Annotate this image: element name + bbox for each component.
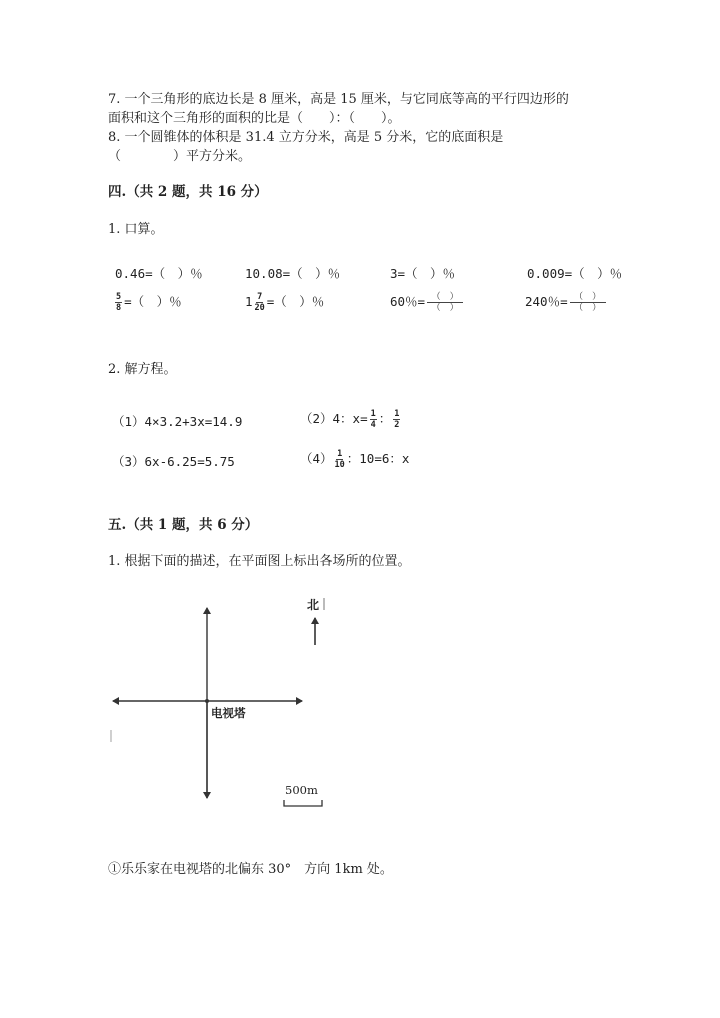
q8-line1: 8. 一个圆锥体的体积是 31.4 立方分米，高是 5 分米，它的底面积是 [108, 130, 504, 145]
equation-title: 2. 解方程。 [108, 362, 177, 377]
scale-bar [284, 800, 322, 806]
map-item-1: ①乐乐家在电视塔的北偏东 30° 方向 1km 处。 [108, 862, 393, 877]
fraction-one-half: $\frac{1}{2}$ [394, 409, 400, 430]
section-five-heading: 五.（共 1 题，共 6 分） [108, 517, 259, 533]
north-label: 北 [307, 598, 320, 612]
oral-item-a1: 0.46=（ ）％ [115, 266, 203, 281]
q7-line1: 7. 一个三角形的底边长是 8 厘米，高是 15 厘米，与它同底等高的平行四边形的 [108, 92, 569, 107]
oral-item-b2: 1 $\frac{7}{20}$ =（ ）％ [245, 292, 325, 313]
fraction-one-tenth: $\frac{1}{10}$ [334, 449, 345, 470]
oral-item-a2: 10.08=（ ）％ [245, 266, 341, 281]
oral-item-a3: 3=（ ）％ [390, 266, 456, 281]
scale-label: 500m [285, 783, 318, 797]
oral-item-a4: 0.009=（ ）％ [527, 266, 623, 281]
tv-tower-label: 电视塔 [211, 706, 246, 720]
blank-fraction: $\frac{( )}{( )}$ [427, 292, 463, 313]
fraction-one-quarter: $\frac{1}{4}$ [370, 409, 376, 430]
fraction-five-eighths: $\frac{5}{8}$ [116, 292, 122, 313]
equation-1: （1）4×3.2+3x=14.9 [112, 414, 243, 429]
map-question-title: 1. 根据下面的描述，在平面图上标出各场所的位置。 [108, 554, 411, 569]
oral-item-b3: 60％= $\frac{( )}{( )}$ [390, 292, 465, 313]
equation-3: （3）6x-6.25=5.75 [112, 454, 235, 469]
equation-2: （2）4：x= $\frac{1}{4}$ ： $\frac{1}{2}$ [300, 409, 400, 430]
section-four-heading: 四.（共 2 题，共 16 分） [108, 184, 268, 200]
equation-4: （4） $\frac{1}{10}$ ：10=6：x [300, 449, 410, 470]
fraction-seven-twentieths: $\frac{7}{20}$ [254, 292, 265, 313]
q8-line2: （ ）平方分米。 [108, 149, 252, 164]
tv-tower-point [205, 699, 209, 703]
blank-fraction: $\frac{( )}{( )}$ [570, 292, 606, 313]
oral-calc-title: 1. 口算。 [108, 222, 164, 237]
oral-item-b4: 240％= $\frac{( )}{( )}$ [525, 292, 608, 313]
q7-line2: 面积和这个三角形的面积的比是（ ）：（ ）。 [108, 111, 401, 126]
oral-item-b1: $\frac{5}{8}$ =（ ）％ [116, 292, 182, 313]
